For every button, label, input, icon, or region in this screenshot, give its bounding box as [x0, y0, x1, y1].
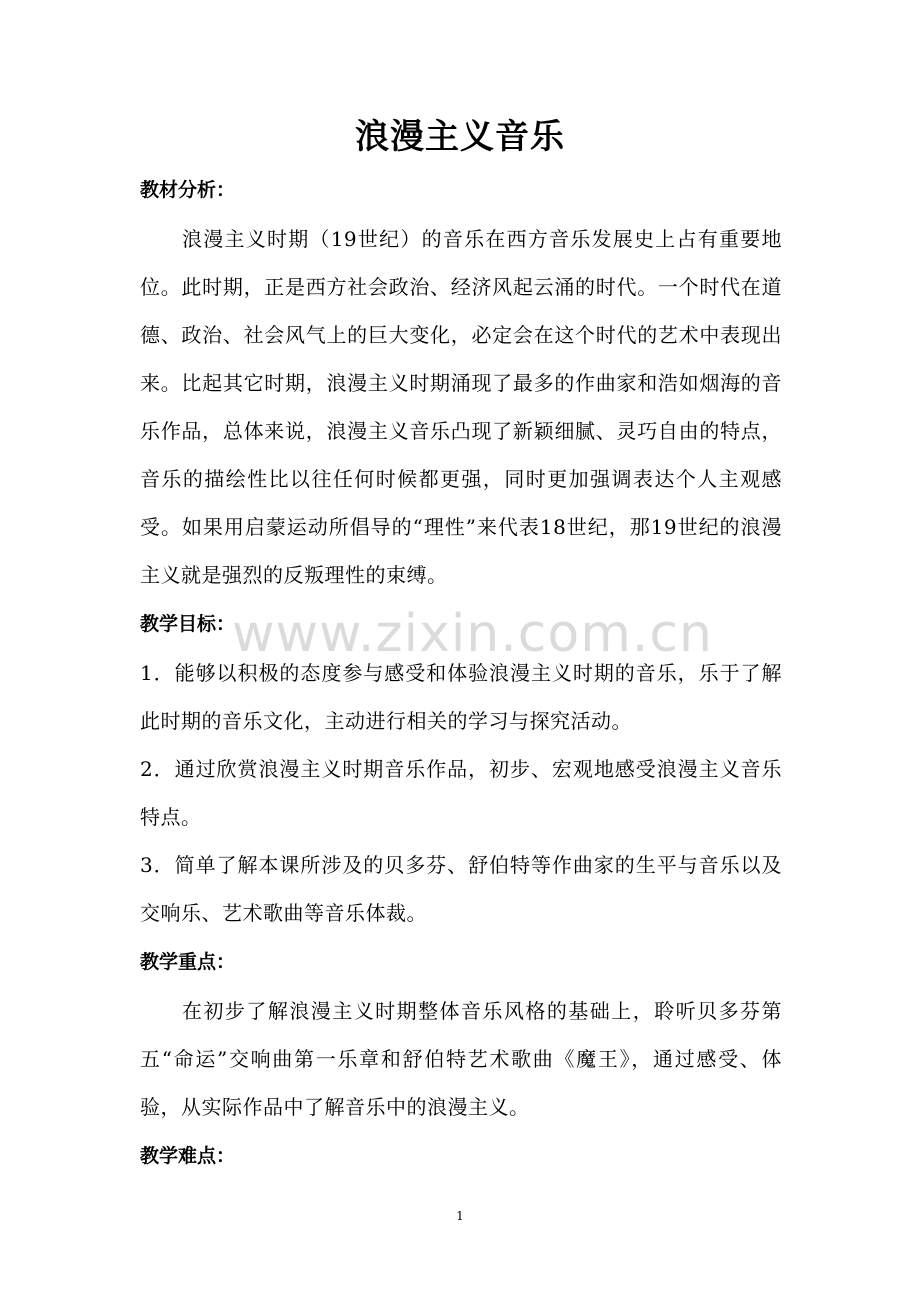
objective-item-2: 2．通过欣赏浪漫主义时期音乐作品，初步、宏观地感受浪漫主义音乐特点。 [140, 757, 782, 829]
section-heading-key-points: 教学重点： [140, 951, 236, 973]
key-points-paragraph: 在初步了解浪漫主义时期整体音乐风格的基础上，聆听贝多芬第五“命运”交响曲第一乐章和舒伯特艺术歌曲《魔王》，通过感受、体验，从实际作品中了解音乐中的浪漫主义。 [140, 999, 782, 1119]
page-title: 浪漫主义音乐 [355, 117, 565, 157]
watermark: www.zixin.com.cn [232, 604, 713, 664]
objective-item-1: 1．能够以积极的态度参与感受和体验浪漫主义时期的音乐，乐于了解此时期的音乐文化，主动进行相关的学习与探究活动。 [140, 661, 782, 733]
analysis-paragraph: 浪漫主义时期（19世纪）的音乐在西方音乐发展史上占有重要地位。此时期，正是西方社会政治、经济风起云涌的时代。一个时代在道德、政治、社会风气上的巨大变化，必定会在这个时代的艺术中表现出来。比起其它时期，浪漫主义时期涌现了最多的作曲家和浩如烟海的音乐作品，总体来说，浪漫主义音乐凸现了新颖细腻、灵巧自由的特点，音乐的描绘性比以往任何时候都更强，同时更加强调表达个人主观感受。如果用启蒙运动所倡导的“理性”来代表18世纪，那19世纪的浪漫主义就是强烈的反叛理性的束缚。 [140, 227, 782, 587]
objective-item-3: 3．简单了解本课所涉及的贝多芬、舒伯特等作曲家的生平与音乐以及交响乐、艺术歌曲等音乐体裁。 [140, 853, 782, 925]
document-body [140, 165, 782, 1181]
page-number: 1 [456, 1209, 464, 1223]
section-heading-analysis: 教材分析： [140, 179, 236, 201]
section-heading-objectives: 教学目标： [140, 613, 236, 635]
section-heading-difficulties: 教学难点： [140, 1145, 236, 1167]
